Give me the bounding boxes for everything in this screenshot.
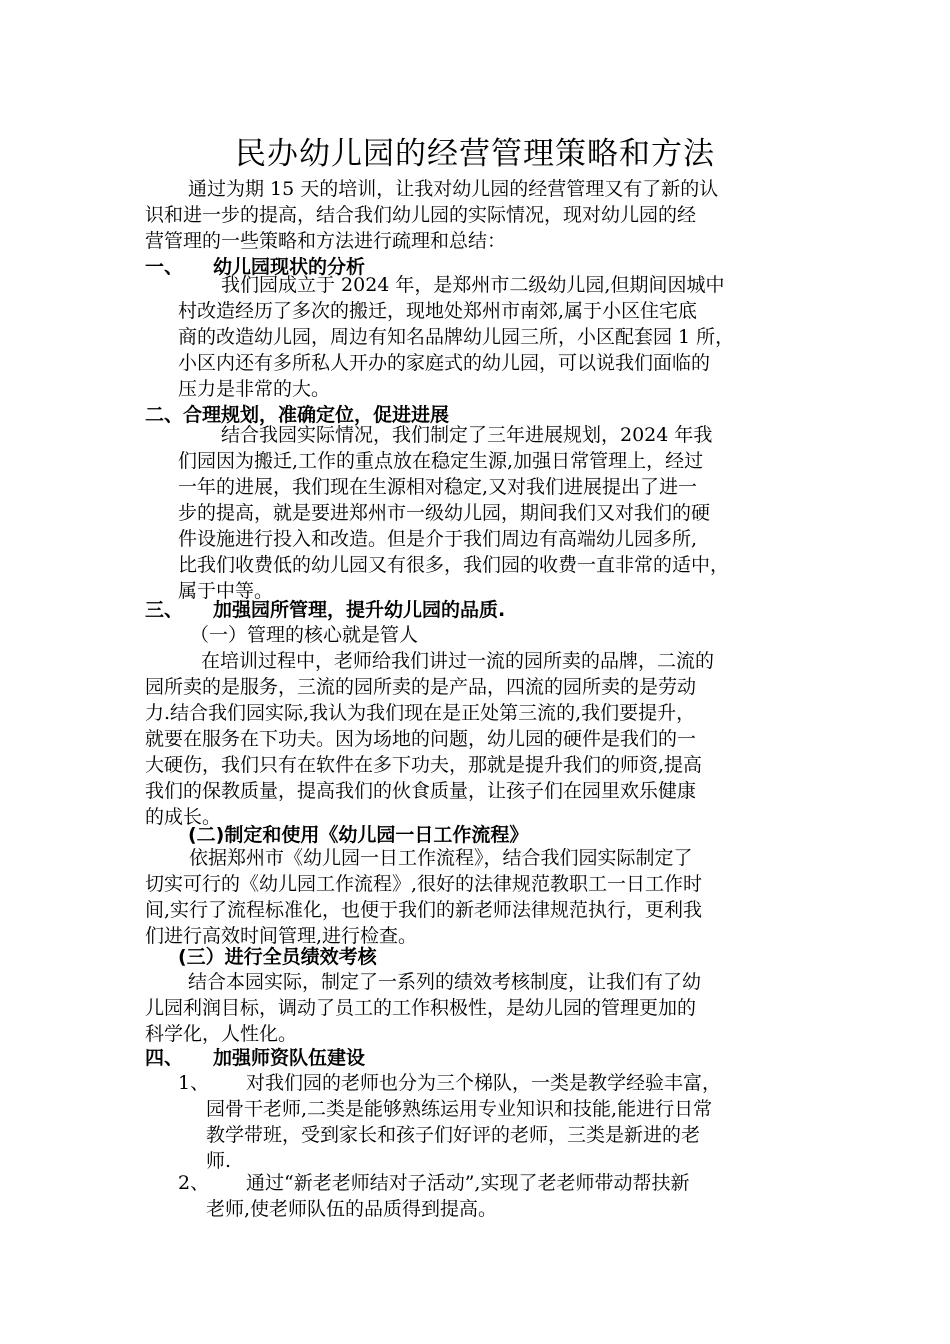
subsection-title: (三）进行全员绩效考核 <box>178 946 377 968</box>
text-line: 通过为期 15 天的培训，让我对幼儿园的经营管理又有了新的认 <box>188 178 719 200</box>
text-line: （一）管理的核心就是管人 <box>190 624 419 646</box>
text-line: 村改造经历了多次的搬迁，现地处郑州市南郊,属于小区住宅底 <box>178 300 698 322</box>
page-title: 民办幼儿园的经营管理策略和方法 <box>235 136 715 172</box>
text-line: 一年的进展，我们现在生源相对稳定,又对我们进展提出了进一 <box>178 476 698 498</box>
text-line: 小区内还有多所私人开办的家庭式的幼儿园，可以说我们面临的 <box>178 352 711 374</box>
text-line: 力.结合我们园实际,我认为我们现在是正处第三流的,我们要提升， <box>145 702 696 724</box>
text-line: 营管理的一些策略和方法进行疏理和总结： <box>145 230 507 252</box>
text-line: 园所卖的是服务，三流的园所卖的是产品，四流的园所卖的是劳动 <box>145 676 697 698</box>
subsection-1-paragraph <box>145 648 810 830</box>
text-line: 老师,使老师队伍的品质得到提高。 <box>206 1198 498 1220</box>
text-line: 教学带班，受到家长和孩子们好评的老师，三类是新进的老 <box>206 1124 701 1146</box>
section-heading-3 <box>145 597 505 623</box>
text-line: 件设施进行投入和改造。但是介于我们周边有高端幼儿园多所, <box>178 528 698 550</box>
text-line: 科学化，人性化。 <box>145 1023 298 1045</box>
section-heading-4 <box>145 1045 365 1071</box>
text-line: 依据郑州市《幼儿园一日工作流程》，结合我们园实际制定了 <box>189 847 693 869</box>
text-line: 我们的保教质量，提高我们的伙食质量，让孩子们在园里欢乐健康 <box>145 780 697 802</box>
text-line: 的成长。 <box>145 806 222 828</box>
text-line: 对我们园的老师也分为三个梯队，一类是教学经验丰富， <box>246 1072 722 1094</box>
text-line: 比我们收费低的幼儿园又有很多，我们园的收费一直非常的适中， <box>178 554 730 576</box>
text-line: 间,实行了流程标准化，也便于我们的新老师法律规范执行，更利我 <box>145 899 703 921</box>
list-marker: 1、 <box>178 1072 210 1094</box>
text-line: 们园因为搬迁,工作的重点放在稳定生源,加强日常管理上，经过 <box>178 450 704 472</box>
section-number: 三、 <box>145 599 184 621</box>
section-number: 四、 <box>145 1047 184 1069</box>
text-line: 压力是非常的大。 <box>178 378 331 400</box>
text-line: 儿园利润目标，调动了员工的工作积极性，是幼儿园的管理更加的 <box>145 997 697 1019</box>
section-title: 加强师资队伍建设 <box>213 1047 366 1069</box>
text-line: 我们园成立于 2024 年，是郑州市二级幼儿园,但期间因城中 <box>221 274 725 296</box>
subsection-title: (二)制定和使用《幼儿园一日工作流程》 <box>188 824 529 846</box>
text-line: 大硬伤，我们只有在软件在多下功夫，那就是提升我们的师资,提高 <box>145 754 703 776</box>
text-line: 属于中等。 <box>178 580 274 602</box>
subsection-2-paragraph <box>145 845 810 949</box>
text-line: 结合我园实际情况，我们制定了三年进展规划，2024 年我 <box>221 424 713 446</box>
list-marker: 2、 <box>178 1172 210 1194</box>
list-item <box>178 1170 818 1222</box>
section-1-paragraph <box>178 272 818 402</box>
section-title: 幼儿园现状的分析 <box>213 256 366 278</box>
text-line: 通过“新老老师结对子活动”,实现了老老师带动帮扶新 <box>246 1172 690 1194</box>
list-item <box>178 1070 818 1174</box>
section-number: 一、 <box>145 256 184 278</box>
subsection-heading <box>178 944 377 970</box>
subsection-3-paragraph <box>145 969 810 1047</box>
text-line: 们进行高效时间管理,进行检查。 <box>145 925 418 947</box>
text-line: 园骨干老师,二类是能够熟练运用专业知识和技能,能进行日常 <box>206 1098 713 1120</box>
text-line: 识和进一步的提高，结合我们幼儿园的实际情况，现对幼儿园的经 <box>145 204 697 226</box>
section-title: 加强园所管理，提升幼儿园的品质. <box>213 599 506 621</box>
text-line: 师. <box>206 1150 232 1172</box>
text-line: 在培训过程中，老师给我们讲过一流的园所卖的品牌，二流的 <box>201 650 715 672</box>
subsection-heading <box>190 622 790 648</box>
text-line: 步的提高，就是要进郑州市一级幼儿园，期间我们又对我们的硬 <box>178 502 711 524</box>
text-line: 就要在服务在下功夫。因为场地的问题，幼儿园的硬件是我们的一 <box>145 728 697 750</box>
intro-paragraph <box>145 176 805 254</box>
section-2-paragraph <box>178 422 818 604</box>
section-title: 二、合理规划，准确定位，促进进展 <box>145 404 450 426</box>
text-line: 结合本园实际，制定了一系列的绩效考核制度，让我们有了幼 <box>188 971 702 993</box>
text-line: 切实可行的《幼儿园工作流程》,很好的法律规范教职工一日工作时 <box>145 873 703 895</box>
text-line: 商的改造幼儿园，周边有知名品牌幼儿园三所，小区配套园 1 所， <box>178 326 735 348</box>
